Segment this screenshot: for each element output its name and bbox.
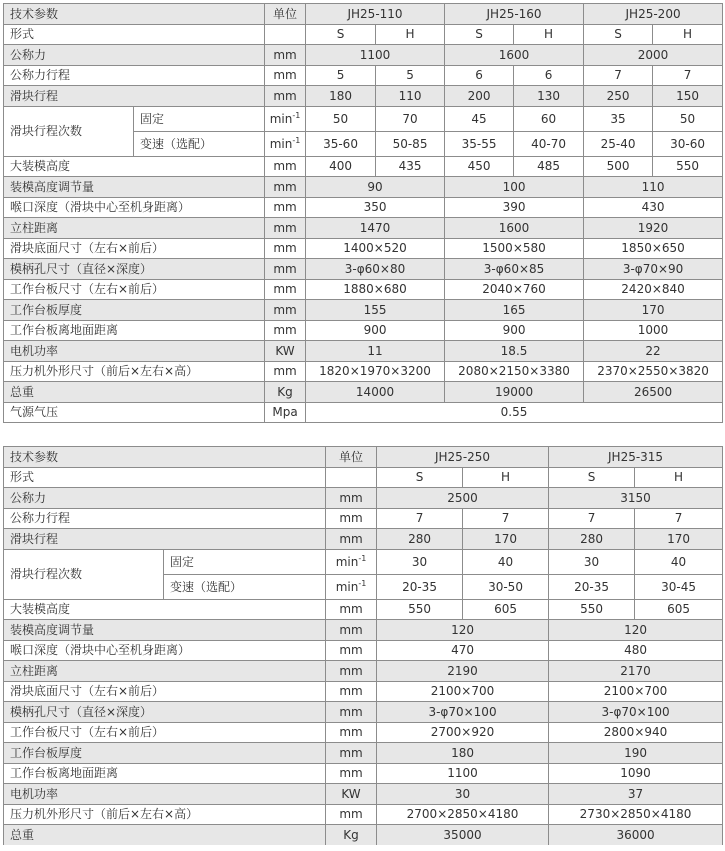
sub-label: 固定 xyxy=(134,106,265,131)
cell: 605 xyxy=(635,599,723,620)
model-header: JH25-110 xyxy=(306,4,445,25)
row-label: 立柱距离 xyxy=(4,661,326,682)
row-unit: mm xyxy=(265,156,306,177)
model-header: JH25-160 xyxy=(445,4,584,25)
param-header: 技术参数 xyxy=(4,4,265,25)
cell: 390 xyxy=(445,197,584,218)
table-row-bolster-size xyxy=(4,279,723,300)
row-label: 电机功率 xyxy=(4,341,265,362)
row-label: 滑块行程次数 xyxy=(4,106,134,156)
unit-header: 单位 xyxy=(265,4,306,25)
cell: 5 xyxy=(376,65,445,86)
cell: 180 xyxy=(377,743,549,764)
unit-exponent: -1 xyxy=(292,135,301,145)
row-unit: mm xyxy=(265,86,306,107)
model-header: JH25-250 xyxy=(377,447,549,468)
cell: 280 xyxy=(549,529,635,550)
table-row-dimensions xyxy=(4,804,723,825)
cell: 1880×680 xyxy=(306,279,445,300)
cell: 7 xyxy=(653,65,723,86)
cell: 1100 xyxy=(306,45,445,66)
row-unit: mm xyxy=(326,508,377,529)
cell: 150 xyxy=(653,86,723,107)
cell: 45 xyxy=(445,106,514,131)
row-unit xyxy=(265,24,306,45)
cell: 30-50 xyxy=(463,574,549,599)
row-unit: mm xyxy=(265,65,306,86)
row-unit: mm xyxy=(326,804,377,825)
row-unit: KW xyxy=(326,784,377,805)
unit-exponent: -1 xyxy=(358,553,367,563)
row-unit: mm xyxy=(265,197,306,218)
cell: 0.55 xyxy=(306,402,723,423)
cell: 900 xyxy=(306,320,445,341)
row-label: 工作台板厚度 xyxy=(4,743,326,764)
table-row-column-distance xyxy=(4,661,723,682)
cell: 5 xyxy=(306,65,376,86)
cell: 22 xyxy=(584,341,723,362)
cell: 2730×2850×4180 xyxy=(549,804,723,825)
row-unit: mm xyxy=(265,259,306,280)
table-row-nominal-force xyxy=(4,488,723,509)
cell: S xyxy=(445,24,514,45)
cell: 2100×700 xyxy=(377,681,549,702)
cell: 2500 xyxy=(377,488,549,509)
cell: S xyxy=(377,467,463,488)
table-row-shank-hole xyxy=(4,259,723,280)
cell: 350 xyxy=(306,197,445,218)
cell: 50-85 xyxy=(376,131,445,156)
row-unit: mm xyxy=(326,599,377,620)
table-row-bolster-thickness xyxy=(4,743,723,764)
cell: 550 xyxy=(549,599,635,620)
row-label: 电机功率 xyxy=(4,784,326,805)
cell: S xyxy=(306,24,376,45)
row-label: 大装模高度 xyxy=(4,599,326,620)
model-header: JH25-200 xyxy=(584,4,723,25)
cell: H xyxy=(463,467,549,488)
cell: 1600 xyxy=(445,45,584,66)
cell: 3-φ70×100 xyxy=(549,702,723,723)
cell: 900 xyxy=(445,320,584,341)
row-unit xyxy=(265,106,306,131)
cell: 2700×920 xyxy=(377,722,549,743)
cell: 100 xyxy=(445,177,584,198)
cell: 30-60 xyxy=(653,131,723,156)
table-row-slide-bottom xyxy=(4,681,723,702)
cell: 3-φ70×100 xyxy=(377,702,549,723)
row-label: 喉口深度（滑块中心至机身距离） xyxy=(4,197,265,218)
cell: 2700×2850×4180 xyxy=(377,804,549,825)
row-label: 工作台板厚度 xyxy=(4,300,265,321)
row-label: 公称力行程 xyxy=(4,65,265,86)
cell: 1000 xyxy=(584,320,723,341)
row-unit: Kg xyxy=(265,382,306,403)
cell: 18.5 xyxy=(445,341,584,362)
row-unit xyxy=(265,131,306,156)
unit-base: min xyxy=(335,579,359,594)
cell: 6 xyxy=(514,65,584,86)
table-row-throat-depth xyxy=(4,197,723,218)
table-row-air-pressure xyxy=(4,402,723,423)
cell: 7 xyxy=(635,508,723,529)
cell: 35-55 xyxy=(445,131,514,156)
row-label: 滑块行程 xyxy=(4,86,265,107)
cell: 3-φ60×85 xyxy=(445,259,584,280)
table-row-die-adjust xyxy=(4,620,723,641)
cell: 170 xyxy=(635,529,723,550)
cell: S xyxy=(549,467,635,488)
row-label: 公称力行程 xyxy=(4,508,326,529)
row-label: 工作台板尺寸（左右×前后） xyxy=(4,722,326,743)
cell: 550 xyxy=(377,599,463,620)
cell: 7 xyxy=(463,508,549,529)
table-row-column-distance xyxy=(4,218,723,239)
row-unit: mm xyxy=(265,300,306,321)
cell: 1920 xyxy=(584,218,723,239)
cell: 25-40 xyxy=(584,131,653,156)
cell: 20-35 xyxy=(377,574,463,599)
cell: 430 xyxy=(584,197,723,218)
cell: 400 xyxy=(306,156,376,177)
row-unit: mm xyxy=(326,763,377,784)
cell: 170 xyxy=(463,529,549,550)
table-row-slide-bottom xyxy=(4,238,723,259)
cell: H xyxy=(653,24,723,45)
row-unit: mm xyxy=(326,743,377,764)
cell: 2040×760 xyxy=(445,279,584,300)
table-row-slide-stroke xyxy=(4,529,723,550)
row-label: 滑块底面尺寸（左右×前后） xyxy=(4,238,265,259)
cell: 35 xyxy=(584,106,653,131)
row-unit: mm xyxy=(326,529,377,550)
cell: 70 xyxy=(376,106,445,131)
cell: 180 xyxy=(306,86,376,107)
cell: 500 xyxy=(584,156,653,177)
cell: 7 xyxy=(584,65,653,86)
row-unit: mm xyxy=(265,279,306,300)
row-unit xyxy=(326,549,377,574)
cell: 550 xyxy=(653,156,723,177)
table-row-bolster-height xyxy=(4,763,723,784)
row-label: 模柄孔尺寸（直径×深度） xyxy=(4,702,326,723)
table-row-header xyxy=(4,447,723,468)
row-label: 压力机外形尺寸（前后×左右×高） xyxy=(4,361,265,382)
table-row-bolster-size xyxy=(4,722,723,743)
cell: 40 xyxy=(635,549,723,574)
table-row-bolster-height xyxy=(4,320,723,341)
cell: H xyxy=(376,24,445,45)
cell: 2100×700 xyxy=(549,681,723,702)
row-label: 喉口深度（滑块中心至机身距离） xyxy=(4,640,326,661)
row-label: 滑块行程次数 xyxy=(4,549,164,599)
row-unit: KW xyxy=(265,341,306,362)
cell: 1400×520 xyxy=(306,238,445,259)
cell: 19000 xyxy=(445,382,584,403)
row-label: 滑块行程 xyxy=(4,529,326,550)
cell: 1100 xyxy=(377,763,549,784)
sub-label: 变速（选配） xyxy=(164,574,326,599)
table-row-motor-power xyxy=(4,341,723,362)
sub-label: 固定 xyxy=(164,549,326,574)
table-row-header xyxy=(4,4,723,25)
row-label: 工作台板离地面距离 xyxy=(4,763,326,784)
cell: 435 xyxy=(376,156,445,177)
row-label: 公称力 xyxy=(4,45,265,66)
cell: 50 xyxy=(653,106,723,131)
row-unit: mm xyxy=(326,681,377,702)
row-unit: mm xyxy=(265,361,306,382)
row-label: 总重 xyxy=(4,382,265,403)
row-label: 模柄孔尺寸（直径×深度） xyxy=(4,259,265,280)
row-unit: Mpa xyxy=(265,402,306,423)
row-unit: mm xyxy=(326,488,377,509)
row-unit: mm xyxy=(326,722,377,743)
cell: 30-45 xyxy=(635,574,723,599)
cell: 1500×580 xyxy=(445,238,584,259)
model-header: JH25-315 xyxy=(549,447,723,468)
row-unit: mm xyxy=(326,640,377,661)
sub-label: 变速（选配） xyxy=(134,131,265,156)
unit-exponent: -1 xyxy=(358,578,367,588)
row-label: 工作台板尺寸（左右×前后） xyxy=(4,279,265,300)
table-row-motor-power xyxy=(4,784,723,805)
cell: 3-φ60×80 xyxy=(306,259,445,280)
unit-base: min xyxy=(269,136,293,151)
cell: 605 xyxy=(463,599,549,620)
cell: 190 xyxy=(549,743,723,764)
table-row-slide-stroke xyxy=(4,86,723,107)
cell: 60 xyxy=(514,106,584,131)
table-row-force-stroke xyxy=(4,65,723,86)
row-label: 总重 xyxy=(4,825,326,845)
cell: 26500 xyxy=(584,382,723,403)
cell: 30 xyxy=(377,549,463,574)
row-unit: mm xyxy=(265,218,306,239)
row-unit: mm xyxy=(265,238,306,259)
cell: 30 xyxy=(549,549,635,574)
cell: 11 xyxy=(306,341,445,362)
cell: 165 xyxy=(445,300,584,321)
row-unit: mm xyxy=(265,45,306,66)
row-unit: mm xyxy=(265,320,306,341)
cell: 2420×840 xyxy=(584,279,723,300)
row-label: 立柱距离 xyxy=(4,218,265,239)
table-row-max-die-height xyxy=(4,156,723,177)
cell: 3-φ70×90 xyxy=(584,259,723,280)
cell: 130 xyxy=(514,86,584,107)
cell: 120 xyxy=(549,620,723,641)
cell: 30 xyxy=(377,784,549,805)
row-label: 压力机外形尺寸（前后×左右×高） xyxy=(4,804,326,825)
cell: H xyxy=(635,467,723,488)
table-row-throat-depth xyxy=(4,640,723,661)
spec-table-1 xyxy=(3,3,723,423)
row-unit: mm xyxy=(265,177,306,198)
row-label: 工作台板离地面距离 xyxy=(4,320,265,341)
cell: 200 xyxy=(445,86,514,107)
row-unit xyxy=(326,574,377,599)
row-label: 装模高度调节量 xyxy=(4,177,265,198)
cell: 1820×1970×3200 xyxy=(306,361,445,382)
row-unit: mm xyxy=(326,620,377,641)
table-row-shank-hole xyxy=(4,702,723,723)
row-label: 大装模高度 xyxy=(4,156,265,177)
cell: 485 xyxy=(514,156,584,177)
cell: 470 xyxy=(377,640,549,661)
row-label: 滑块底面尺寸（左右×前后） xyxy=(4,681,326,702)
unit-header: 单位 xyxy=(326,447,377,468)
cell: 2170 xyxy=(549,661,723,682)
cell: 14000 xyxy=(306,382,445,403)
cell: 450 xyxy=(445,156,514,177)
table-row-bolster-thickness xyxy=(4,300,723,321)
cell: S xyxy=(584,24,653,45)
row-unit: mm xyxy=(326,702,377,723)
table-row-nominal-force xyxy=(4,45,723,66)
table-row-weight xyxy=(4,825,723,845)
row-unit: mm xyxy=(326,661,377,682)
cell: 2000 xyxy=(584,45,723,66)
cell: 2800×940 xyxy=(549,722,723,743)
row-label: 形式 xyxy=(4,467,326,488)
cell: 480 xyxy=(549,640,723,661)
table-row-weight xyxy=(4,382,723,403)
table-row-form xyxy=(4,24,723,45)
cell: 1600 xyxy=(445,218,584,239)
cell: 280 xyxy=(377,529,463,550)
cell: 1470 xyxy=(306,218,445,239)
row-unit xyxy=(326,467,377,488)
cell: 35000 xyxy=(377,825,549,845)
cell: 110 xyxy=(376,86,445,107)
cell: 170 xyxy=(584,300,723,321)
cell: 2080×2150×3380 xyxy=(445,361,584,382)
table-row-spm-fixed xyxy=(4,106,723,131)
cell: 110 xyxy=(584,177,723,198)
cell: 90 xyxy=(306,177,445,198)
cell: 35-60 xyxy=(306,131,376,156)
cell: 250 xyxy=(584,86,653,107)
cell: 20-35 xyxy=(549,574,635,599)
unit-base: min xyxy=(335,554,359,569)
table-row-dimensions xyxy=(4,361,723,382)
cell: 40-70 xyxy=(514,131,584,156)
cell: 6 xyxy=(445,65,514,86)
cell: 155 xyxy=(306,300,445,321)
cell: 36000 xyxy=(549,825,723,845)
table-row-force-stroke xyxy=(4,508,723,529)
cell: 50 xyxy=(306,106,376,131)
table-row-die-adjust xyxy=(4,177,723,198)
table-row-form xyxy=(4,467,723,488)
row-label: 装模高度调节量 xyxy=(4,620,326,641)
cell: 40 xyxy=(463,549,549,574)
cell: H xyxy=(514,24,584,45)
cell: 1850×650 xyxy=(584,238,723,259)
row-label: 公称力 xyxy=(4,488,326,509)
cell: 7 xyxy=(549,508,635,529)
cell: 120 xyxy=(377,620,549,641)
cell: 1090 xyxy=(549,763,723,784)
cell: 7 xyxy=(377,508,463,529)
unit-exponent: -1 xyxy=(292,110,301,120)
param-header: 技术参数 xyxy=(4,447,326,468)
cell: 37 xyxy=(549,784,723,805)
unit-base: min xyxy=(269,111,293,126)
row-label: 气源气压 xyxy=(4,402,265,423)
spec-table-2 xyxy=(3,446,723,845)
table-row-max-die-height xyxy=(4,599,723,620)
cell: 2370×2550×3820 xyxy=(584,361,723,382)
row-unit: Kg xyxy=(326,825,377,845)
table-row-spm-fixed xyxy=(4,549,723,574)
cell: 2190 xyxy=(377,661,549,682)
cell: 3150 xyxy=(549,488,723,509)
row-label: 形式 xyxy=(4,24,265,45)
